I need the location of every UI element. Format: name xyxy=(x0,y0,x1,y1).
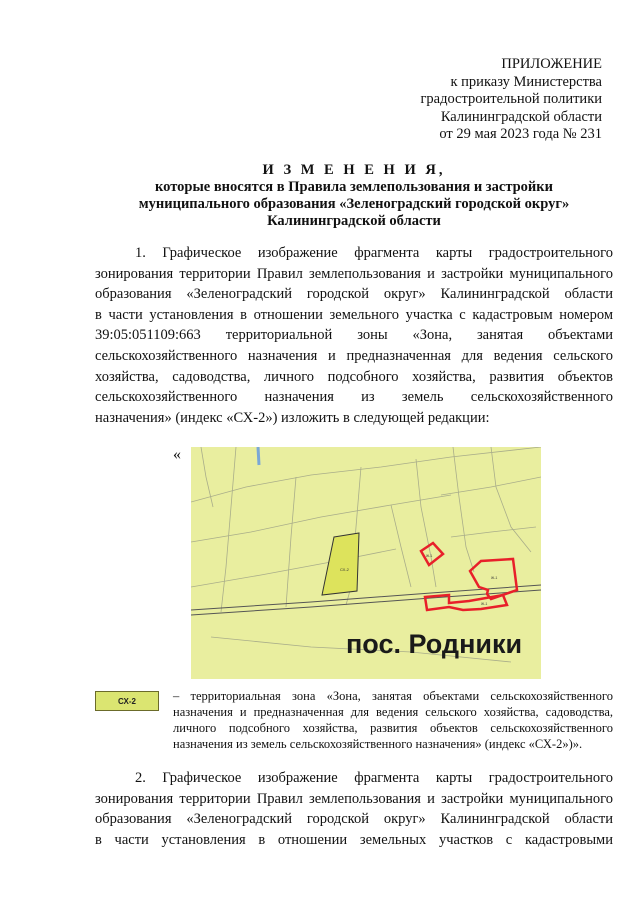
paragraph-2 xyxy=(95,768,613,850)
legend-line: личного подсобного хозяйства, развития объектов сельскохозяйственного xyxy=(173,721,613,735)
paragraph-line: сельскохозяйственного назначения и предназначенная для ведения сельского xyxy=(95,347,613,364)
appendix-date: от 29 мая 2023 года № 231 xyxy=(439,126,602,142)
appendix-line: градостроительной политики xyxy=(420,91,602,107)
paragraph-line: 39:05:051109:663 территориальной зоны «Зона, занятая объектами xyxy=(95,327,613,344)
title-main: И З М Е Н Е Н И Я, xyxy=(262,162,446,178)
stream-line xyxy=(258,447,259,465)
zone-label: Ж-1 xyxy=(426,554,433,558)
appendix-header xyxy=(372,56,602,144)
paragraph-line: 1. Графическое изображение фрагмента карты градостроительного xyxy=(135,245,613,261)
parcel-label: СХ-2 xyxy=(340,567,349,572)
paragraph-line: зонирования территории Правил землепользования и застройки муниципального xyxy=(95,790,613,807)
document-title xyxy=(95,162,613,230)
legend-description xyxy=(173,688,613,752)
paragraph-1 xyxy=(95,243,613,428)
title-subline: которые вносятся в Правила землепользования и застройки xyxy=(155,179,553,195)
paragraph-line: зонирования территории Правил землепользования и застройки муниципального xyxy=(95,265,613,282)
paragraph-line: образования «Зеленоградский городской округ» Калининградской области xyxy=(95,811,613,828)
paragraph-line: образования «Зеленоградский городской округ» Калининградской области xyxy=(95,286,613,303)
appendix-line: Калининградской области xyxy=(440,108,602,125)
zoning-map xyxy=(191,447,541,679)
paragraph-line: хозяйства, садоводства, личного подсобного хозяйства, развития объектов xyxy=(95,368,613,385)
paragraph-line: 2. Графическое изображение фрагмента карты градостроительного xyxy=(135,770,613,786)
paragraph-line: в части установления в отношении земельного участка с кадастровым номером xyxy=(95,306,613,323)
title-subline: муниципального образования «Зеленоградский городской округ» xyxy=(138,196,570,212)
appendix-title: ПРИЛОЖЕНИЕ xyxy=(501,56,602,72)
appendix-line: к приказу Министерства xyxy=(450,73,602,90)
place-label: пос. Родники xyxy=(346,629,523,659)
legend-line: – территориальная зона «Зона, занятая объектами сельскохозяйственного xyxy=(173,689,613,703)
paragraph-line: назначения» (индекс «СХ-2») изложить в следующей редакции: xyxy=(95,409,490,426)
legend-swatch xyxy=(95,691,159,711)
zone-label: Ж-1 xyxy=(491,576,498,580)
paragraph-line: в части установления в отношении земельных участков с кадастровыми xyxy=(95,831,613,848)
paragraph-line: сельскохозяйственного назначения из земель сельскохозяйственного xyxy=(95,389,613,406)
zone-label: Ж-1 xyxy=(481,602,488,606)
opening-quote: « xyxy=(173,446,181,463)
legend-line: назначения из земель сельскохозяйственного назначения» (индекс «СХ-2»)». xyxy=(173,737,583,751)
title-subline: Калининградской области xyxy=(267,213,441,229)
map-graphic xyxy=(191,447,541,679)
legend-line: назначения и предназначенная для ведения сельского хозяйства, садоводства, xyxy=(173,705,613,719)
legend-swatch-label: СХ-2 xyxy=(118,696,136,706)
